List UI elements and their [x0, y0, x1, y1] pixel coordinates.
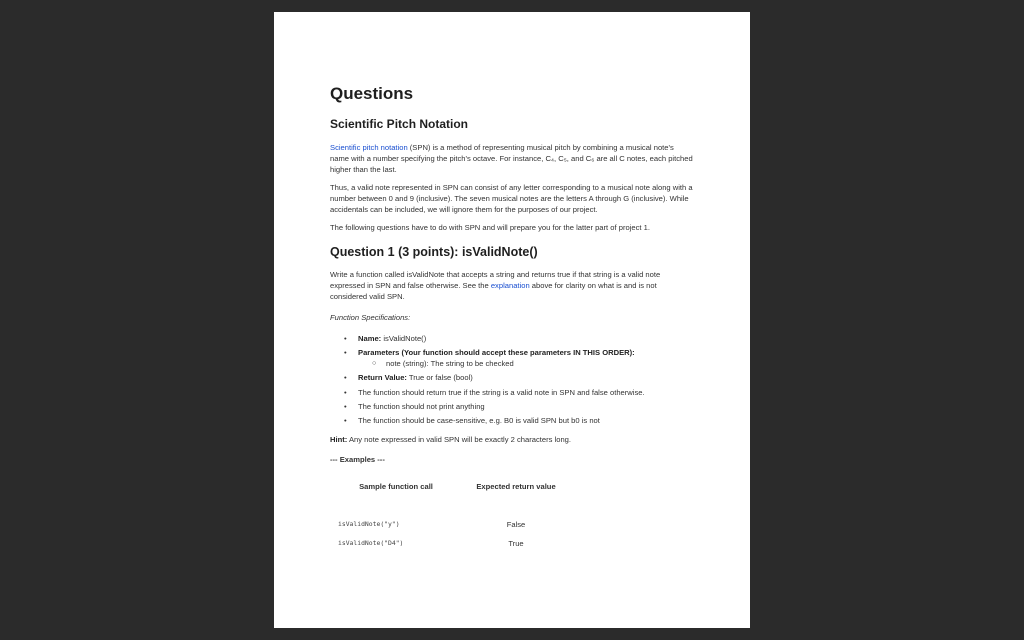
example-result: True: [508, 538, 524, 548]
spec-parameters: • Parameters (Your function should accept these parameters IN THIS ORDER): ○ note (string): The string to be checked: [344, 347, 694, 369]
spn-link[interactable]: Scientific pitch notation: [330, 143, 408, 152]
examples-label: --- Examples ---: [330, 454, 385, 464]
section-title: Scientific Pitch Notation: [330, 117, 469, 131]
function-spec-heading: Function Specifications:: [330, 313, 411, 322]
example-call: isValidNote("y"): [338, 519, 400, 528]
page-title: Questions: [330, 84, 414, 103]
circle-bullet-icon: ○: [372, 360, 377, 368]
document-page: [274, 12, 750, 628]
document-content: [330, 84, 694, 553]
param-sublist: [358, 358, 694, 369]
spec-list: [330, 333, 694, 426]
spec-name: • Name: isValidNote(): [344, 334, 427, 343]
question-1-description: Write a function called isValidNote that accepts a string and returns true if that string is a valid note expressed in SPN and false otherwise. See the explanation above for clarity on what is and is not considered valid SPN.: [330, 270, 661, 301]
bullet-icon: •: [344, 387, 347, 397]
param-note: ○ note (string): The string to be checked: [372, 359, 514, 369]
bullet-icon: •: [344, 401, 347, 411]
spec-return: • Return Value: True or false (bool): [344, 373, 473, 383]
examples-table: [330, 478, 570, 553]
valid-note-paragraph: Thus, a valid note represented in SPN can consist of any letter corresponding to a musical note along with a number between 0 and 9 (inclusive). The seven musical notes are the letters A through G (inclusive). While accidentals can be included, we will ignore them for the purposes of our project.: [330, 183, 693, 214]
intro-paragraph: [330, 142, 694, 175]
intro-text: (SPN) is a method of representing musical pitch by combining a musical note's name with a number specifying the pitch's octave. For instance, C₄, C₅, and C₆ are all C notes, each pitched higher than the last.: [330, 143, 693, 174]
table-header-call: Sample function call: [359, 482, 433, 492]
example-result: False: [506, 519, 526, 529]
bullet-icon: •: [344, 373, 347, 383]
spec-rule-1: • The function should return true if the string is a valid note in SPN and false otherwise.: [344, 387, 645, 397]
bullet-icon: •: [344, 415, 347, 425]
bullet-icon: •: [344, 334, 347, 343]
spec-rule-2: • The function should not print anything: [344, 401, 485, 411]
spec-rule-3: • The function should be case-sensitive, e.g. B0 is valid SPN but b0 is not: [344, 415, 600, 425]
table-header-row: [330, 478, 570, 496]
preparation-paragraph: The following questions have to do with SPN and will prepare you for the latter part of project 1.: [330, 223, 650, 232]
example-call: isValidNote("D4"): [338, 538, 404, 547]
question-1-title: Question 1 (3 points): isValidNote(): [330, 245, 538, 259]
bullet-icon: •: [344, 348, 347, 358]
table-row: [330, 515, 570, 534]
table-header-result: Expected return value: [476, 482, 556, 492]
explanation-link[interactable]: explanation: [490, 281, 530, 290]
table-row: [330, 534, 570, 553]
hint-paragraph: Hint: Any note expressed in valid SPN will be exactly 2 characters long.: [330, 434, 572, 444]
